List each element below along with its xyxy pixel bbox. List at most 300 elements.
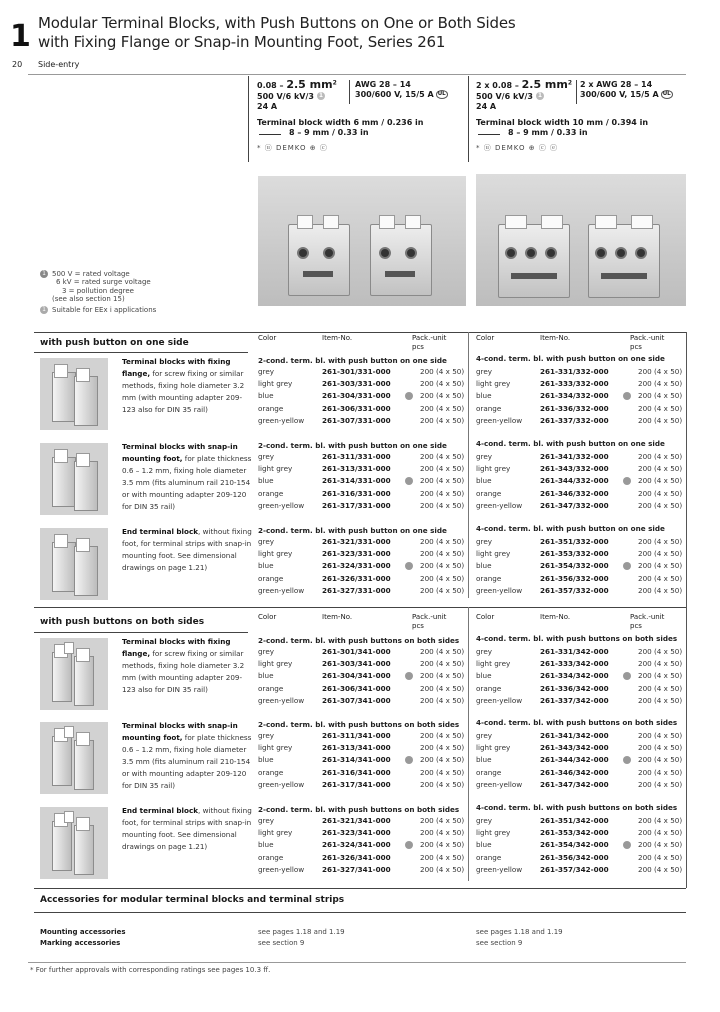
- color-cell: green-yellow: [476, 585, 523, 595]
- item-number[interactable]: 261-347/332-000: [540, 500, 609, 510]
- item-number[interactable]: 261-327/341-000: [322, 864, 391, 874]
- table-row[interactable]: [258, 767, 468, 779]
- table-row[interactable]: [476, 670, 686, 682]
- thumb-block: [74, 376, 98, 426]
- pack-unit: 200 (4 x 50): [420, 403, 465, 413]
- item-number[interactable]: 261-346/332-000: [540, 488, 609, 498]
- column-divider: [468, 607, 469, 881]
- table-row[interactable]: [258, 366, 468, 378]
- pack-unit: 200 (4 x 50): [638, 500, 683, 510]
- pack-unit: 200 (4 x 50): [420, 500, 465, 510]
- spec-left-voltage: 500 V/6 kV/3: [257, 91, 314, 101]
- table-row[interactable]: [476, 560, 686, 572]
- color-cell: light grey: [258, 659, 293, 669]
- color-cell: grey: [258, 367, 275, 376]
- table-row[interactable]: [258, 779, 468, 791]
- spec-right-width: Terminal block width 10 mm / 0.394 in: [476, 117, 649, 127]
- table-row[interactable]: [258, 646, 468, 658]
- pack-unit: 200 (4 x 50): [420, 573, 465, 583]
- eex-badge-icon: [405, 841, 413, 849]
- item-number[interactable]: 261-326/331-000: [322, 573, 391, 583]
- accessory-ref-right[interactable]: see pages 1.18 and 1.19: [476, 928, 563, 936]
- product-photo-6mm: [258, 176, 466, 306]
- table-row[interactable]: [476, 779, 686, 791]
- table-row[interactable]: [476, 827, 686, 839]
- table-row[interactable]: [258, 536, 468, 548]
- right-caption: 4-cond. term. bl. with push button on one side: [476, 524, 665, 533]
- strip-length-icon: [259, 130, 281, 135]
- spec-right-strip: 8 – 9 mm / 0.33 in: [508, 127, 588, 137]
- table-row[interactable]: [476, 488, 686, 500]
- pack-unit: 200 (4 x 50): [638, 647, 683, 656]
- pack-unit: 200 (4 x 50): [638, 476, 683, 486]
- col-header-pcs: pcs: [630, 343, 642, 351]
- color-cell: green-yellow: [258, 864, 305, 874]
- color-cell: orange: [258, 852, 284, 862]
- col-header-pcs: pcs: [630, 622, 642, 630]
- col-header-color: Color: [258, 334, 277, 342]
- color-cell: grey: [476, 452, 493, 461]
- eex-badge-icon: [623, 562, 631, 570]
- pack-unit: 200 (4 x 50): [420, 755, 465, 765]
- item-number[interactable]: 261-307/341-000: [322, 695, 391, 705]
- table-row[interactable]: [258, 463, 468, 475]
- item-number[interactable]: 261-331/342-000: [540, 647, 609, 656]
- col-header-color: Color: [476, 613, 495, 621]
- table-row[interactable]: [476, 585, 686, 597]
- table-row[interactable]: [258, 670, 468, 682]
- table-row[interactable]: [258, 864, 468, 876]
- pack-unit: 200 (4 x 50): [638, 415, 683, 425]
- item-number[interactable]: 261-311/331-000: [322, 452, 391, 461]
- item-number[interactable]: 261-323/341-000: [322, 828, 391, 838]
- item-number[interactable]: 261-353/342-000: [540, 828, 609, 838]
- group-description: [122, 720, 252, 792]
- item-number[interactable]: 261-356/342-000: [540, 852, 609, 862]
- item-number[interactable]: 261-337/332-000: [540, 415, 609, 425]
- table-row[interactable]: [476, 864, 686, 876]
- color-cell: blue: [476, 391, 492, 401]
- table-row[interactable]: [476, 573, 686, 585]
- page-title-line2: with Fixing Flange or Snap-in Mounting Foot, Series 261: [38, 33, 446, 51]
- description-text: for screw fixing or similar methods, fixing hole diameter 3.2 mm (with mounting adapter 209-123 also for DIN 35 rail): [122, 369, 245, 414]
- color-cell: blue: [258, 671, 274, 681]
- description-bold: End terminal block: [122, 806, 199, 815]
- pack-unit: 200 (4 x 50): [638, 561, 683, 571]
- pack-unit: 200 (4 x 50): [420, 452, 465, 461]
- right-caption: 4-cond. term. bl. with push buttons on both sides: [476, 634, 678, 643]
- product-thumbnail: [40, 722, 108, 794]
- thumb-button: [54, 364, 68, 378]
- color-cell: light grey: [476, 743, 511, 753]
- description-text: for screw fixing or similar methods, fixing hole diameter 3.2 mm (with mounting adapter 209-123 also for DIN 35 rail): [122, 649, 245, 694]
- eex-badge-icon: [405, 562, 413, 570]
- item-number[interactable]: 261-343/342-000: [540, 743, 609, 753]
- pack-unit: 200 (4 x 50): [638, 403, 683, 413]
- item-number[interactable]: 261-351/342-000: [540, 816, 609, 825]
- item-number[interactable]: 261-333/332-000: [540, 379, 609, 389]
- item-number[interactable]: 261-301/341-000: [322, 647, 391, 656]
- item-number[interactable]: 261-347/342-000: [540, 779, 609, 789]
- table-row[interactable]: [476, 754, 686, 766]
- pack-unit: 200 (4 x 50): [638, 767, 683, 777]
- eex-badge-icon: [405, 392, 413, 400]
- item-number[interactable]: 261-306/331-000: [322, 403, 391, 413]
- thumb-button: [54, 449, 68, 463]
- color-cell: orange: [476, 488, 502, 498]
- pack-unit: 200 (4 x 50): [420, 683, 465, 693]
- table-row[interactable]: [258, 585, 468, 597]
- group-description: [122, 805, 252, 853]
- thumb-button: [76, 732, 90, 746]
- item-number[interactable]: 261-321/341-000: [322, 816, 391, 825]
- pollution-badge-icon: 1: [40, 270, 48, 278]
- pack-unit: 200 (4 x 50): [420, 840, 465, 850]
- table-row[interactable]: [258, 500, 468, 512]
- item-number[interactable]: 261-306/341-000: [322, 683, 391, 693]
- table-row[interactable]: [258, 815, 468, 827]
- item-number[interactable]: 261-303/331-000: [322, 379, 391, 389]
- pack-unit: 200 (4 x 50): [638, 671, 683, 681]
- table-row[interactable]: [258, 403, 468, 415]
- spec-left-width: Terminal block width 6 mm / 0.236 in: [257, 117, 424, 127]
- col-header-item: Item-No.: [540, 613, 571, 621]
- pack-unit: 200 (4 x 50): [420, 585, 465, 595]
- spec-left-awg: AWG 28 – 14: [355, 80, 411, 89]
- item-number[interactable]: 261-304/331-000: [322, 391, 391, 401]
- item-number[interactable]: 261-316/331-000: [322, 488, 391, 498]
- table-row[interactable]: [258, 378, 468, 390]
- thumb-button: [64, 726, 74, 738]
- item-number[interactable]: 261-354/342-000: [540, 840, 609, 850]
- left-caption: 2-cond. term. bl. with push buttons on both sides: [258, 720, 460, 729]
- spec-left-current: 24 A: [257, 101, 278, 111]
- legend: [40, 270, 240, 314]
- item-number[interactable]: 261-327/331-000: [322, 585, 391, 595]
- pack-unit: 200 (4 x 50): [638, 683, 683, 693]
- accessory-ref-left[interactable]: see section 9: [258, 939, 305, 947]
- item-number[interactable]: 261-316/341-000: [322, 767, 391, 777]
- table-row[interactable]: [258, 560, 468, 572]
- pollution-badge-icon: 1: [318, 92, 324, 100]
- spec-left: [257, 78, 467, 152]
- table-row[interactable]: [258, 475, 468, 487]
- color-cell: green-yellow: [258, 779, 305, 789]
- pack-unit: 200 (4 x 50): [638, 659, 683, 669]
- table-row[interactable]: [258, 683, 468, 695]
- thumb-block: [52, 821, 72, 871]
- color-cell: light grey: [258, 549, 293, 559]
- table-row[interactable]: [476, 536, 686, 548]
- left-caption: 2-cond. term. bl. with push buttons on both sides: [258, 805, 460, 814]
- color-cell: grey: [476, 731, 493, 740]
- pack-unit: 200 (4 x 50): [638, 755, 683, 765]
- table-row[interactable]: [476, 451, 686, 463]
- table-row[interactable]: [476, 852, 686, 864]
- pack-unit: 200 (4 x 50): [638, 537, 683, 546]
- item-number[interactable]: 261-334/342-000: [540, 671, 609, 681]
- pack-unit: 200 (4 x 50): [420, 671, 465, 681]
- table-row[interactable]: [476, 767, 686, 779]
- pack-unit: 200 (4 x 50): [638, 828, 683, 838]
- spec-right-divider: [576, 80, 577, 104]
- col-header-pcs: pcs: [412, 343, 424, 351]
- item-number[interactable]: 261-307/331-000: [322, 415, 391, 425]
- item-number[interactable]: 261-336/332-000: [540, 403, 609, 413]
- legend-line: 6 kV = rated surge voltage: [56, 278, 151, 287]
- item-number[interactable]: 261-341/342-000: [540, 731, 609, 740]
- table-row[interactable]: [258, 695, 468, 707]
- color-cell: grey: [258, 816, 275, 825]
- description-text: , without fixing foot, for terminal strips with snap-in mounting foot. See dimensional drawings on page 1.21): [122, 806, 252, 851]
- pack-unit: 200 (4 x 50): [420, 864, 465, 874]
- table-row[interactable]: [476, 815, 686, 827]
- product-thumbnail: [40, 638, 108, 710]
- item-number[interactable]: 261-331/332-000: [540, 367, 609, 376]
- pack-unit: 200 (4 x 50): [420, 647, 465, 656]
- item-number[interactable]: 261-317/341-000: [322, 779, 391, 789]
- pack-unit: 200 (4 x 50): [638, 549, 683, 559]
- spec-right-approvals: * ⓤ DEMKO ⊕ ⓒ ⓔ: [476, 143, 559, 152]
- description-bold: Terminal blocks with snap-in mounting foot,: [122, 442, 238, 463]
- chapter-number: 1: [10, 19, 31, 54]
- table-row[interactable]: [258, 390, 468, 402]
- table-row[interactable]: [258, 730, 468, 742]
- color-cell: green-yellow: [258, 695, 305, 705]
- item-number[interactable]: 261-346/342-000: [540, 767, 609, 777]
- table-row[interactable]: [476, 742, 686, 754]
- color-cell: blue: [258, 561, 274, 571]
- color-cell: orange: [476, 767, 502, 777]
- item-number[interactable]: 261-303/341-000: [322, 659, 391, 669]
- table-row[interactable]: [258, 451, 468, 463]
- legend-line: 3 = pollution degree: [62, 286, 134, 295]
- pack-unit: 200 (4 x 50): [420, 743, 465, 753]
- ul-icon: UL: [662, 91, 671, 98]
- pack-unit: 200 (4 x 50): [638, 864, 683, 874]
- item-number[interactable]: 261-343/332-000: [540, 464, 609, 474]
- table-row[interactable]: [476, 366, 686, 378]
- spec-right: [476, 78, 686, 152]
- color-cell: orange: [476, 403, 502, 413]
- item-number[interactable]: 261-311/341-000: [322, 731, 391, 740]
- table-row[interactable]: [476, 839, 686, 851]
- color-cell: green-yellow: [476, 415, 523, 425]
- item-number[interactable]: 261-356/332-000: [540, 573, 609, 583]
- pack-unit: 200 (4 x 50): [420, 549, 465, 559]
- thumb-block: [74, 740, 94, 790]
- legend-line: (see also section 15): [52, 295, 125, 304]
- pack-unit: 200 (4 x 50): [420, 731, 465, 740]
- legend-line: Suitable for EEx i applications: [52, 305, 157, 314]
- col-header-pcs: pcs: [412, 622, 424, 630]
- pack-unit: 200 (4 x 50): [420, 391, 465, 401]
- item-number[interactable]: 261-357/342-000: [540, 864, 609, 874]
- item-number[interactable]: 261-323/331-000: [322, 549, 391, 559]
- item-number[interactable]: 261-351/332-000: [540, 537, 609, 546]
- section-one-rule: [34, 332, 686, 333]
- pack-unit: 200 (4 x 50): [638, 585, 683, 595]
- item-number[interactable]: 261-324/341-000: [322, 840, 391, 850]
- thumb-block: [74, 656, 94, 706]
- color-cell: orange: [258, 403, 284, 413]
- item-number[interactable]: 261-314/331-000: [322, 476, 391, 486]
- item-number[interactable]: 261-317/331-000: [322, 500, 391, 510]
- pack-unit: 200 (4 x 50): [420, 561, 465, 571]
- table-row[interactable]: [258, 415, 468, 427]
- table-row[interactable]: [476, 730, 686, 742]
- product-thumbnail: [40, 807, 108, 879]
- accessory-ref-right[interactable]: see section 9: [476, 939, 523, 947]
- table-row[interactable]: [476, 390, 686, 402]
- pack-unit: 200 (4 x 50): [420, 367, 465, 376]
- color-cell: green-yellow: [258, 500, 305, 510]
- pack-unit: 200 (4 x 50): [420, 476, 465, 486]
- item-number[interactable]: 261-336/342-000: [540, 683, 609, 693]
- col-header-pack: Pack.-unit: [630, 334, 665, 342]
- table-row[interactable]: [258, 839, 468, 851]
- item-number[interactable]: 261-344/332-000: [540, 476, 609, 486]
- section-both-rule: [34, 607, 686, 608]
- section-one-title: with push button on one side: [40, 338, 189, 348]
- product-photo-10mm: [476, 174, 686, 306]
- pack-unit: 200 (4 x 50): [420, 828, 465, 838]
- table-row[interactable]: [476, 500, 686, 512]
- right-caption: 4-cond. term. bl. with push buttons on both sides: [476, 803, 678, 812]
- pack-unit: 200 (4 x 50): [638, 695, 683, 705]
- table-row[interactable]: [476, 415, 686, 427]
- table-row[interactable]: [258, 573, 468, 585]
- legend-line: 500 V = rated voltage: [52, 270, 130, 278]
- item-number[interactable]: 261-301/331-000: [322, 367, 391, 376]
- description-bold: Terminal blocks with snap-in mounting foot,: [122, 721, 238, 742]
- color-cell: blue: [476, 840, 492, 850]
- eex-badge-icon: 1: [40, 306, 48, 314]
- table-row[interactable]: [258, 548, 468, 560]
- color-cell: green-yellow: [476, 864, 523, 874]
- table-row[interactable]: [258, 658, 468, 670]
- col-header-pack: Pack.-unit: [412, 334, 447, 342]
- section-both-title-rule: [34, 632, 248, 633]
- section-both-title: with push buttons on both sides: [40, 617, 205, 627]
- table-row[interactable]: [476, 548, 686, 560]
- accessory-ref-left[interactable]: see pages 1.18 and 1.19: [258, 928, 345, 936]
- item-number[interactable]: 261-321/331-000: [322, 537, 391, 546]
- pack-unit: 200 (4 x 50): [638, 852, 683, 862]
- table-row[interactable]: [476, 403, 686, 415]
- right-caption: 4-cond. term. bl. with push buttons on both sides: [476, 718, 678, 727]
- thumb-block: [52, 542, 76, 592]
- item-number[interactable]: 261-353/332-000: [540, 549, 609, 559]
- pack-unit: 200 (4 x 50): [638, 731, 683, 740]
- item-number[interactable]: 261-344/342-000: [540, 755, 609, 765]
- item-number[interactable]: 261-337/342-000: [540, 695, 609, 705]
- color-cell: orange: [258, 573, 284, 583]
- col-header-pack: Pack.-unit: [412, 613, 447, 621]
- color-cell: grey: [258, 452, 275, 461]
- thumb-button: [64, 642, 74, 654]
- spec-right-ul: 300/600 V, 15/5 A: [580, 90, 659, 99]
- footnote-rule: [28, 962, 686, 963]
- thumb-button: [76, 368, 90, 382]
- table-row[interactable]: [258, 488, 468, 500]
- table-row[interactable]: [476, 463, 686, 475]
- pack-unit: 200 (4 x 50): [638, 743, 683, 753]
- eex-badge-icon: [405, 756, 413, 764]
- pack-unit: 200 (4 x 50): [420, 415, 465, 425]
- thumb-button: [76, 453, 90, 467]
- item-number[interactable]: 261-324/331-000: [322, 561, 391, 571]
- right-caption: 4-cond. term. bl. with push button on one side: [476, 439, 665, 448]
- color-cell: grey: [258, 731, 275, 740]
- spec-right-awg: 2 x AWG 28 – 14: [580, 80, 653, 89]
- item-number[interactable]: 261-333/342-000: [540, 659, 609, 669]
- table-row[interactable]: [258, 754, 468, 766]
- table-row[interactable]: [476, 695, 686, 707]
- col-header-item: Item-No.: [540, 334, 571, 342]
- thumb-button: [64, 811, 74, 823]
- col-header-item: Item-No.: [322, 613, 353, 621]
- table-row[interactable]: [476, 475, 686, 487]
- table-row[interactable]: [476, 683, 686, 695]
- table-row[interactable]: [476, 646, 686, 658]
- spec-left-strip: 8 – 9 mm / 0.33 in: [289, 127, 369, 137]
- pack-unit: 200 (4 x 50): [638, 779, 683, 789]
- thumb-block: [52, 736, 72, 786]
- pack-unit: 200 (4 x 50): [420, 488, 465, 498]
- item-number[interactable]: 261-341/332-000: [540, 452, 609, 461]
- pack-unit: 200 (4 x 50): [420, 816, 465, 825]
- thumb-block: [52, 457, 76, 507]
- item-number[interactable]: 261-314/341-000: [322, 755, 391, 765]
- color-cell: grey: [476, 816, 493, 825]
- accessories-title: Accessories for modular terminal blocks and terminal strips: [40, 895, 345, 905]
- left-caption: 2-cond. term. bl. with push button on one side: [258, 526, 447, 535]
- item-number[interactable]: 261-354/332-000: [540, 561, 609, 571]
- item-number[interactable]: 261-357/332-000: [540, 585, 609, 595]
- pack-unit: 200 (4 x 50): [420, 379, 465, 389]
- spec-right-voltage: 500 V/6 kV/3: [476, 91, 533, 101]
- table-row[interactable]: [258, 852, 468, 864]
- color-cell: light grey: [258, 828, 293, 838]
- spec-right-size: 2 x 0.08 – 2.5 $mm^2$: [476, 78, 573, 91]
- pack-unit: 200 (4 x 50): [420, 852, 465, 862]
- color-cell: light grey: [258, 379, 293, 389]
- pack-unit: 200 (4 x 50): [638, 452, 683, 461]
- item-number[interactable]: 261-326/341-000: [322, 852, 391, 862]
- pack-unit: 200 (4 x 50): [638, 840, 683, 850]
- item-number[interactable]: 261-313/331-000: [322, 464, 391, 474]
- thumb-block: [52, 372, 76, 422]
- ul-icon: UL: [437, 91, 446, 98]
- table-row[interactable]: [258, 742, 468, 754]
- item-number[interactable]: 261-334/332-000: [540, 391, 609, 401]
- color-cell: blue: [258, 476, 274, 486]
- header-rule: [28, 74, 686, 75]
- color-cell: orange: [258, 683, 284, 693]
- table-row[interactable]: [258, 827, 468, 839]
- table-row[interactable]: [476, 378, 686, 390]
- left-caption: 2-cond. term. bl. with push buttons on both sides: [258, 636, 460, 645]
- color-cell: light grey: [476, 659, 511, 669]
- item-number[interactable]: 261-304/341-000: [322, 671, 391, 681]
- eex-badge-icon: [405, 672, 413, 680]
- thumb-block: [52, 652, 72, 702]
- item-number[interactable]: 261-313/341-000: [322, 743, 391, 753]
- table-row[interactable]: [476, 658, 686, 670]
- spec-left-ul: 300/600 V, 15/5 A: [355, 90, 434, 99]
- thumb-button: [54, 534, 68, 548]
